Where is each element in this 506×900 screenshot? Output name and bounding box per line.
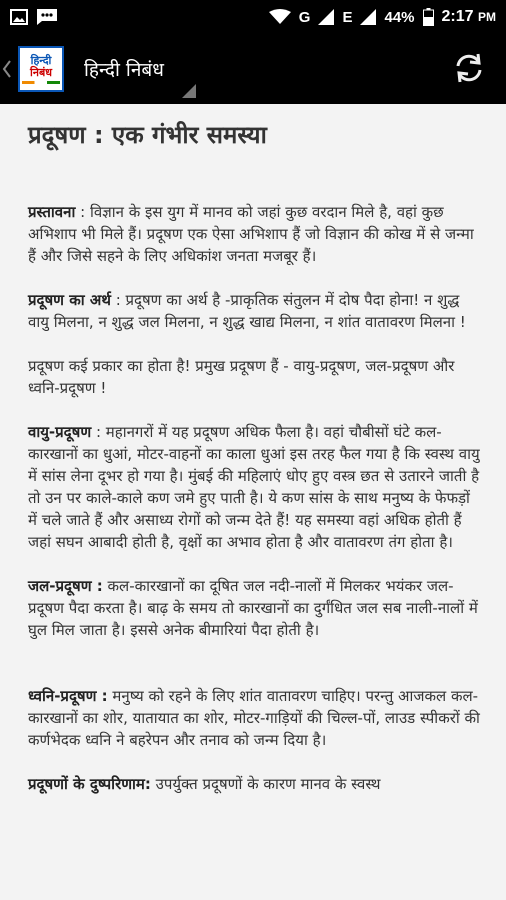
para-consequences [28, 773, 480, 795]
clock: 2:17 PM [441, 8, 496, 25]
signal-icon-1 [318, 9, 334, 25]
app-title[interactable]: हिन्दी निबंध [84, 59, 164, 81]
para-intro [28, 201, 480, 267]
logo-line1: हिन्दी [30, 53, 52, 67]
app-bar [0, 34, 506, 104]
battery-icon [423, 8, 434, 26]
status-bar [0, 0, 506, 34]
para-heading: वायु-प्रदूषण [28, 423, 92, 441]
para-heading: प्रदूषणों के दुष्परिणाम: [28, 775, 151, 793]
para-text: : प्रदूषण का अर्थ है -प्राकृतिक संतुलन में दोष पैदा होना! न शुद्ध वायु मिलना, न शुद्ध जल मिलना, न शुद्ध खाद्य मिलना, न शांत वातावरण मिलना ! [28, 291, 466, 331]
signal-icon-2 [360, 9, 376, 25]
status-left [10, 8, 58, 26]
para-text: : महानगरों में यह प्रदूषण अधिक फैला है। वहां चौबीसों घंटे कल-कारखानों का धुआं, मोटर-वाहनों का काला धुआं इस तरह फैल गया है कि स्वस्थ वायु में सांस लेना दूभर हो गया है। मुंबई की महिलाएं धोए हुए वस्त्र छत से उतारने जाती है तो उन पर काले-काले कण जमे हुए पाती है। ये कण सांस के साथ मनुष्य के फेफड़ों में चले जाते हैं और असाध्य रोगों को जन्म देते हैं! यह समस्या वहां अधिक होती हैं जहां सघन आबादी होती है, वृक्षों का अभाव होता है और वातावरण तंग होता है। [28, 423, 480, 551]
article-content [0, 104, 506, 795]
para-text: मनुष्य को रहने के लिए शांत वातावरण चाहिए। परन्तु आजकल कल-कारखानों का शोर, यातायात का शोर, मोटर-गाड़ियों की चिल्ल-पों, लाउड स्पीकरों की कर्णभेदक ध्वनि ने बहरेपन और तनाव को जन्म दिया है। [28, 687, 480, 749]
wifi-icon [269, 9, 291, 25]
para-heading: प्रदूषण का अर्थ [28, 291, 111, 309]
status-right [269, 8, 496, 26]
para-text: कल-कारखानों का दूषित जल नदी-नालों में मिलकर भयंकर जल-प्रदूषण पैदा करता है। बाढ़ के समय तो कारखानों का दुर्गंधित जल सब नाली-नालों में घुल मिल जाता है। इससे अनेक बीमारियां पैदा होती है। [28, 577, 478, 639]
network-type-g: G [298, 8, 311, 26]
article-title: प्रदूषण : एक गंभीर समस्या [28, 121, 267, 149]
network-type-e: E [342, 8, 353, 26]
para-text: प्रदूषण कई प्रकार का होता है! प्रमुख प्रदूषण हैं - वायु-प्रदूषण, जल-प्रदूषण और ध्वनि-प्रदूषण ! [28, 357, 455, 397]
para-heading: प्रस्तावना [28, 203, 76, 221]
refresh-icon [452, 51, 486, 89]
app-logo[interactable] [18, 46, 64, 92]
para-water-pollution [28, 575, 480, 641]
para-types [28, 355, 480, 399]
message-notification-icon [36, 8, 58, 26]
para-text: उपर्युक्त प्रदूषणों के कारण मानव के स्वस्थ [150, 775, 381, 793]
para-air-pollution [28, 421, 480, 553]
para-text: : विज्ञान के इस युग में मानव को जहां कुछ वरदान मिले है, वहां कुछ अभिशाप भी मिले हैं। प्रदूषण एक ऐसा अभिशाप हैं जो विज्ञान की कोख में से जन्मा हैं और जिसे सहने के लिए अधिकांश जनता मजबूर हैं। [28, 203, 474, 265]
para-noise-pollution [28, 685, 480, 751]
para-heading: जल-प्रदूषण : [28, 577, 103, 595]
gallery-notification-icon [10, 9, 28, 25]
back-chevron-icon[interactable] [2, 60, 16, 78]
para-meaning [28, 289, 480, 333]
logo-line2: निबंध [30, 65, 52, 79]
para-heading: ध्वनि-प्रदूषण : [28, 687, 108, 705]
dropdown-triangle-icon[interactable] [182, 84, 196, 98]
refresh-button[interactable] [450, 51, 488, 89]
battery-percent: 44% [384, 8, 415, 26]
logo-tricolor-bar [22, 81, 60, 84]
